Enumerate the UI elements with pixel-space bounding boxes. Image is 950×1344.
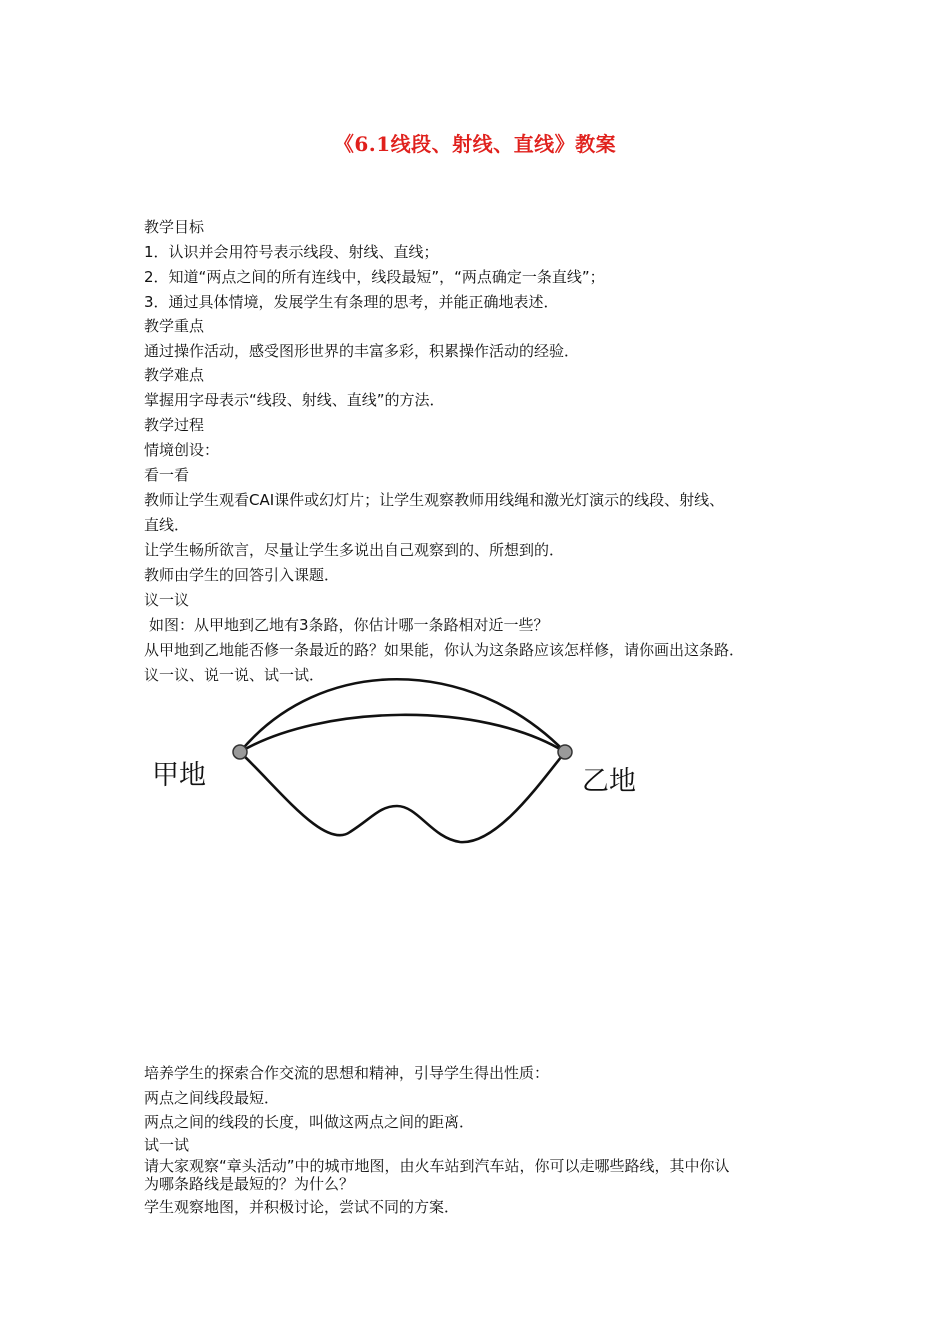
scenario-label: 情境创设： xyxy=(144,441,220,459)
objectives-heading: 教学目标 xyxy=(144,218,205,236)
difficulty-text: 掌握用字母表示“线段、射线、直线”的方法． xyxy=(144,391,445,409)
process-heading: 教学过程 xyxy=(144,416,205,434)
try-text-2: 为哪条路线是最短的？为什么？ xyxy=(144,1175,355,1193)
objective-3: 3．通过具体情境，发展学生有条理的思考，并能正确地表述． xyxy=(144,293,559,311)
label-yi-di: 乙地 xyxy=(582,766,636,797)
key-points-text: 通过操作活动，感受图形世界的丰富多彩，积累操作活动的经验． xyxy=(144,342,580,360)
route-middle-arc xyxy=(240,715,565,752)
discuss-text-2: 从甲地到乙地能否修一条最近的路？如果能，你认为这条路应该怎样修，请你画出这条路． xyxy=(144,641,745,659)
look-text-2: 直线． xyxy=(144,516,190,534)
look-text-4: 教师由学生的回答引入课题． xyxy=(144,566,340,584)
point-a xyxy=(233,745,247,759)
discuss-heading: 议一议 xyxy=(144,591,190,609)
document-title: 《6.1线段、射线、直线》教案 xyxy=(333,132,617,156)
after-text-2: 两点之间线段最短． xyxy=(144,1089,280,1107)
after-text-3: 两点之间的线段的长度，叫做这两点之间的距离． xyxy=(144,1113,475,1131)
objective-1: 1．认识并会用符号表示线段、射线、直线； xyxy=(144,243,439,261)
objective-2: 2．知道“两点之间的所有连线中，线段最短”，“两点确定一条直线”； xyxy=(144,268,605,286)
label-jia-di: 甲地 xyxy=(152,760,206,791)
after-text-1: 培养学生的探索合作交流的思想和精神，引导学生得出性质： xyxy=(144,1064,550,1082)
look-heading: 看一看 xyxy=(144,466,190,484)
difficulty-heading: 教学难点 xyxy=(144,366,205,384)
discuss-text-3: 议一议、说一说、试一试． xyxy=(144,666,325,684)
key-points-heading: 教学重点 xyxy=(144,317,205,335)
look-text-1: 教师让学生观看CAI课件或幻灯片；让学生观察教师用线绳和激光灯演示的线段、射线、 xyxy=(144,491,725,509)
route-lower-wave xyxy=(240,752,565,842)
discuss-text-1: 如图：从甲地到乙地有3条路，你估计哪一条路相对近一些？ xyxy=(149,616,549,634)
try-text-1: 请大家观察“章头活动”中的城市地图，由火车站到汽车站，你可以走哪些路线，其中你认 xyxy=(144,1157,730,1175)
point-b xyxy=(558,745,572,759)
try-text-3: 学生观察地图，并积极讨论，尝试不同的方案． xyxy=(144,1198,460,1216)
look-text-3: 让学生畅所欲言，尽量让学生多说出自己观察到的、所想到的． xyxy=(144,541,565,559)
try-heading: 试一试 xyxy=(144,1136,190,1154)
